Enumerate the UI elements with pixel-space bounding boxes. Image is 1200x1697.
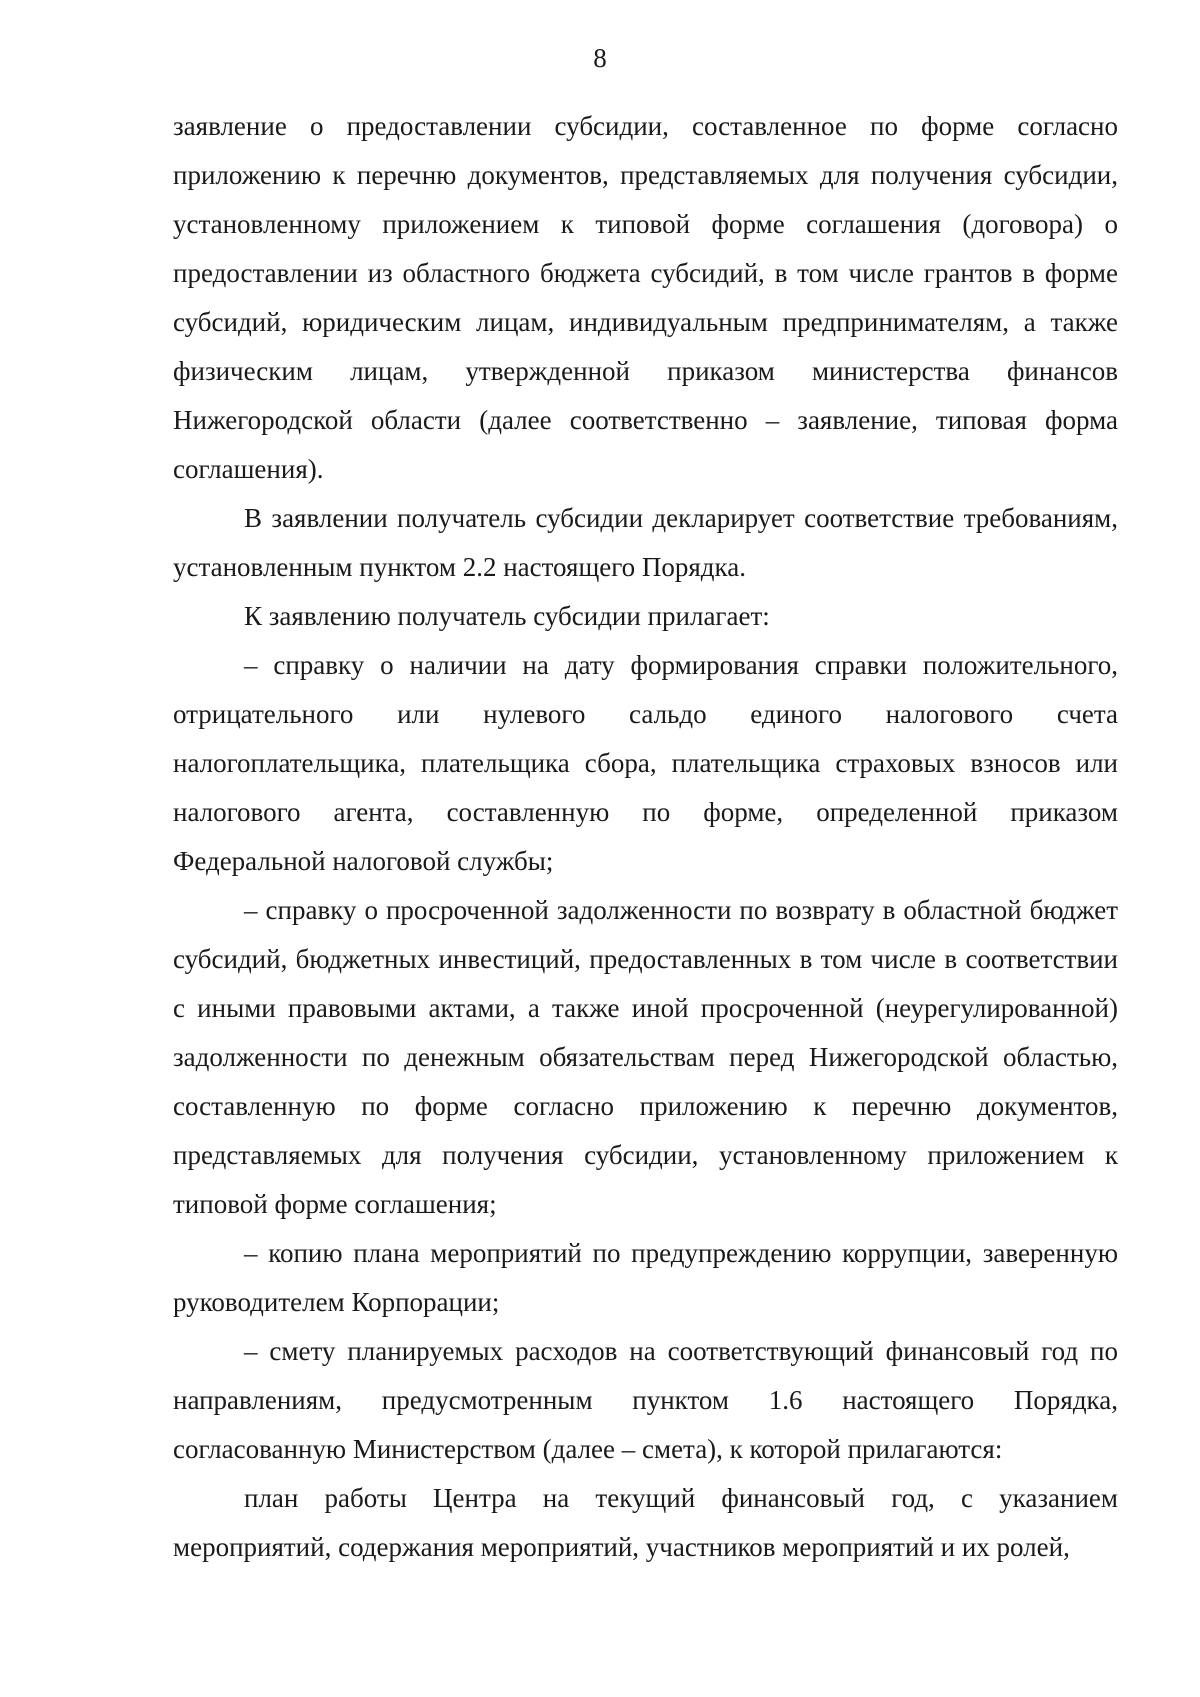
paragraph-declaration: В заявлении получатель субсидии декларирует соответствие требованиям, установленным пунктом 2.2 настоящего Порядка. [173,503,1118,582]
page-number: 8 [593,43,607,73]
list-item-debt-certificate: – справку о просроченной задолженности по возврату в областной бюджет субсидий, бюджетных инвестиций, предоставленных в том числе в соответствии с иными правовыми актами, а также иной просроченной (неурегулированной) задолженности по денежным обязательствам перед Нижегородской областью, составленную по форме согласно приложению к перечню документов, представляемых для получения субсидии, установленному приложением к типовой форме соглашения; [173,895,1118,1219]
list-item-tax-certificate: – справку о наличии на дату формирования справки положительного, отрицательного или нулевого сальдо единого налогового счета налогоплательщика, плательщика сбора, плательщика страховых взносов или налогового агента, составленную по форме, определенной приказом Федеральной налоговой службы; [173,650,1118,876]
body-text [173,102,1118,1572]
list-item-anticorruption-plan: – копию плана мероприятий по предупреждению коррупции, заверенную руководителем Корпорации; [173,1238,1118,1317]
paragraph-application: заявление о предоставлении субсидии, составленное по форме согласно приложению к перечню документов, представляемых для получения субсидии, установленному приложением к типовой форме соглашения (договора) о предоставлении из областного бюджета субсидий, в том числе грантов в форме субсидий, юридическим лицам, индивидуальным предпринимателям, а также физическим лицам, утвержденной приказом министерства финансов Нижегородской области (далее соответственно – заявление, типовая форма соглашения). [173,111,1118,484]
paragraph-attachments-intro: К заявлению получатель субсидии прилагает: [244,601,770,631]
paragraph-work-plan: план работы Центра на текущий финансовый год, с указанием мероприятий, содержания мероприятий, участников мероприятий и их ролей, [173,1483,1118,1562]
list-item-expense-estimate: – смету планируемых расходов на соответствующий финансовый год по направлениям, предусмотренным пунктом 1.6 настоящего Порядка, согласованную Министерством (далее – смета), к которой прилагаются: [173,1336,1118,1464]
